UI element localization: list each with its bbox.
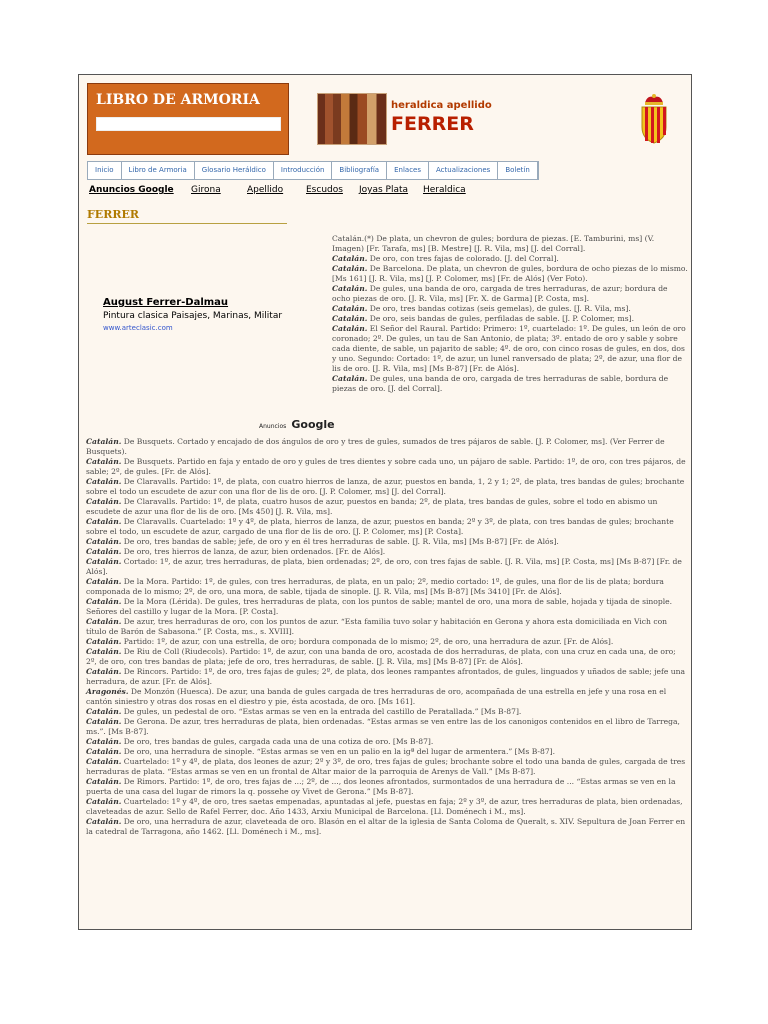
- blazon-entry: [332, 254, 688, 264]
- nav-boletin[interactable]: Boletín: [498, 162, 537, 179]
- logo-title: LIBRO DE ARMORIA: [96, 92, 260, 108]
- ad-link-escudos[interactable]: Escudos: [306, 185, 343, 195]
- entry-region: Catalán.: [86, 637, 122, 646]
- entry-region: Catalán.: [86, 737, 122, 746]
- entry-region: Catalán.: [86, 577, 122, 586]
- blazon-entry: [86, 537, 686, 547]
- entry-text: De la Mora. Partido: 1º, de gules, con tres herraduras, de plata, en un palo; 2º, medio cortado: 1º, de gules, una flor de lis de plata; bordura componada de lo mismo; 2º, de oro, una mora, de sable, tijada de sinople. [J. R. Vila, ms] [Ms B-87] [Ms 3410] [Fr. de Alós].: [86, 577, 664, 596]
- nav-bibliografia[interactable]: Bibliografía: [332, 162, 387, 179]
- ad-link-joyas-plata[interactable]: Joyas Plata: [359, 185, 409, 195]
- blazon-entry: [86, 737, 686, 747]
- coat-of-arms-icon: [639, 93, 669, 145]
- page-heading: FERRER: [87, 208, 287, 224]
- entry-region: Catalán.: [86, 437, 122, 446]
- ads-by-label: Anuncios: [259, 423, 287, 430]
- entry-text: Cortado: 1º, de azur, tres herraduras, de plata, bien ordenadas; 2º, de oro, con tres fajas de sable. [J. R. Vila, ms] [P. Costa, ms] [Ms B-87] [Fr. de Alós].: [86, 557, 682, 576]
- ads-google-label[interactable]: Anuncios Google: [89, 185, 174, 195]
- entry-text: De azur, tres herraduras de oro, con los puntos de azur. “Esta familia tuvo solar y habitación en Gerona y ahora esta domiciliada en Vich con título de Barón de Sabasona.” [P. Costa, ms., s. XVIII].: [86, 617, 668, 636]
- entry-region: Catalán.: [86, 747, 122, 756]
- entry-region: Catalán.: [86, 797, 122, 806]
- entry-region: Catalán.: [332, 304, 368, 313]
- entry-region: Catalán.: [86, 537, 122, 546]
- entry-text: De Claravalls. Partido: 1º, de plata, cuatro husos de azur, puestos en banda; 2º, de plata, tres bandas de gules, sobre el todo en abismo un escudete de azur una flor de lis de oro. [Ms 450] [J. R. Vila, ms].: [86, 497, 658, 516]
- sponsor-description: Pintura clasica Paisajes, Marinas, Militar: [103, 311, 283, 321]
- sponsor-url-link[interactable]: www.arteclasic.com: [103, 324, 173, 332]
- nav-inicio[interactable]: Inicio: [88, 162, 122, 179]
- nav-libro-de-armoria[interactable]: Libro de Armoria: [122, 162, 195, 179]
- ad-link-heraldica[interactable]: Heraldica: [423, 185, 466, 195]
- entry-text: De Rimors. Partido: 1º, de oro, tres fajas de ...; 2º, de ..., dos leones afrontados, surmontados de una herradura de ... “Estas armas se ven en la puerta de una casa del lugar de rimors la q. possehe oy Vivet de Gerona.” [Ms B-87].: [86, 777, 676, 796]
- entry-text: De Monzón (Huesca). De azur, una banda de gules cargada de tres herraduras de oro, acompañada de una estrella en jefe y una rosa en el cantón siniestro y otras dos rosas en el diestro y pie, ésta acostada, de oro. [Ms 161].: [86, 687, 667, 706]
- entry-text: De oro, con tres fajas de colorado. [J. del Corral].: [367, 254, 559, 263]
- entry-text: De Claravalls. Partido: 1º, de plata, con cuatro hierros de lanza, de azur, puestos en banda, 1, 2 y 1; 2º, de plata, tres bandas de gules; brochante sobre el todo un escudete de azur con una flor de lis de oro. [J. P. Colomer, ms] [J. del Corral].: [86, 477, 685, 496]
- entry-region: Catalán.: [86, 457, 122, 466]
- blazon-entry: [86, 517, 686, 537]
- sponsored-ad[interactable]: [103, 297, 303, 332]
- entries-full-column: [86, 437, 686, 837]
- entry-region: Catalán.: [332, 324, 368, 333]
- blazon-entry: [86, 457, 686, 477]
- entry-region: Catalán.: [86, 597, 122, 606]
- nav-enlaces[interactable]: Enlaces: [387, 162, 429, 179]
- entry-text: Cuartelado: 1º y 4º, de oro, tres saetas empenadas, apuntadas al jefe, puestas en faja; 2º y 3º, de azur, tres herraduras de plata, bien ordenadas, claveteadas de azur. Sello de Rafel Ferrer, doc. Año 1433, Arxiu Municipal de Barcelona. [Ll. Doménech i M., ms].: [86, 797, 683, 816]
- blazon-entry: [86, 597, 686, 617]
- blazon-entry: [86, 757, 686, 777]
- entry-region: Catalán.: [86, 707, 122, 716]
- entry-text: Catalán.(*) De plata, un chevron de gules; bordura de piezas. [E. Tamburini, ms] (V. Imagen) [Fr. Tarafa, ms] [B. Mestre] [J. R. Vila, ms] [J. del Corral].: [332, 234, 655, 253]
- site-subtitle: heraldica apellido: [391, 100, 492, 111]
- blazon-entry: [332, 324, 688, 374]
- blazon-entry: [86, 577, 686, 597]
- blazon-entry: [86, 547, 686, 557]
- entry-text: Partido: 1º, de azur, con una estrella, de oro; bordura componada de lo mismo; 2º, de oro, una herradura de azur. [Fr. de Alós].: [121, 637, 614, 646]
- blazon-entry: [332, 314, 688, 324]
- blazon-entry: [86, 707, 686, 717]
- site-logo[interactable]: [87, 83, 289, 155]
- entry-text: De Busquets. Partido en faja y entado de oro y gules de tres dientes y sobre cada uno, un pájaro de sable. Partido: 1º, de oro, con tres pájaros, de sable; 2º, de gules. [Fr. de Alós].: [86, 457, 686, 476]
- blazon-entry: [86, 557, 686, 577]
- entry-text: De gules, una banda de oro, cargada de tres herraduras de sable, bordura de piezas de oro. [J. del Corral].: [332, 374, 669, 393]
- blazon-entry: [332, 374, 688, 394]
- entry-region: Catalán.: [86, 557, 122, 566]
- entry-text: De Claravalls. Cuartelado: 1º y 4º, de plata, hierros de lanza, de azur, puestos en banda; 2º y 3º, de plata, con tres bandas de gules; brochante sobre el todo, un escudete de azur, cargado de una flor de lis de oro. [J. P. Colomer, ms] [P. Costa].: [86, 517, 674, 536]
- blazon-entry: [86, 687, 686, 707]
- logo-search-field[interactable]: [96, 117, 281, 131]
- blazon-entry: [332, 264, 688, 284]
- entry-text: De oro, seis bandas de gules, perfiladas de sable. [J. P. Colomer, ms].: [367, 314, 634, 323]
- blazon-entry: [86, 617, 686, 637]
- entry-text: De Busquets. Cortado y encajado de dos ángulos de oro y tres de gules, sumados de tres pájaros de sable. [J. P. Colomer, ms]. (Ver Ferrer de Busquets).: [86, 437, 665, 456]
- entry-text: De oro, tres bandas de sable; jefe, de oro y en él tres herraduras de sable. [J. R. Vila, ms] [Ms B-87] [Fr. de Alós].: [121, 537, 559, 546]
- ads-by-google-logo[interactable]: [259, 413, 335, 432]
- entry-region: Catalán.: [86, 667, 122, 676]
- nav-introduccion[interactable]: Introducción: [274, 162, 333, 179]
- entry-region: Catalán.: [332, 314, 368, 323]
- blazon-entry: [332, 284, 688, 304]
- blazon-entry: [86, 477, 686, 497]
- blazon-entry: [332, 234, 688, 254]
- entry-text: De oro, una herradura de sinople. “Estas armas se ven en un palio en la igª del lugar de armentera.” [Ms B-87].: [121, 747, 556, 756]
- entry-text: De oro, tres bandas cotizas (seis gemelas), de gules. [J. R. Vila, ms].: [367, 304, 631, 313]
- entry-text: Cuartelado: 1º y 4º, de plata, dos leones de azur; 2º y 3º, de oro, tres fajas de gules; brochante sobre el todo una banda de gules, cargada de tres herraduras de plata. “Estas armas se ven en un frontal de Altar maior de la parroquia de Arenys de Vall.” [Ms B-87].: [86, 757, 686, 776]
- entry-text: De oro, tres hierros de lanza, de azur, bien ordenados. [Fr. de Alós].: [121, 547, 386, 556]
- entry-text: De gules, una banda de oro, cargada de tres herraduras, de azur; bordura de ocho piezas de oro. [J. R. Vila, ms] [Fr. X. de Garma] [P. Costa, ms].: [332, 284, 668, 303]
- blazon-entry: [86, 717, 686, 737]
- blazon-entry: [86, 747, 686, 757]
- entry-text: De Gerona. De azur, tres herraduras de plata, bien ordenadas. “Estas armas se ven entre las de los canonigos contenidos en el libro de Tarrega, ms.”. [Ms B-87].: [86, 717, 680, 736]
- ad-link-girona[interactable]: Girona: [191, 185, 221, 195]
- entry-text: De gules, un pedestal de oro. “Estas armas se ven en la entrada del castillo de Peratallada.” [Ms B-87].: [121, 707, 522, 716]
- entry-region: Catalán.: [86, 757, 122, 766]
- entry-region: Catalán.: [86, 647, 122, 656]
- ad-link-apellido[interactable]: Apellido: [247, 185, 284, 195]
- entries-right-column: [332, 234, 688, 394]
- entry-region: Catalán.: [86, 477, 122, 486]
- blazon-entry: [86, 437, 686, 457]
- blazon-entry: [86, 817, 686, 837]
- main-navigation: [87, 161, 539, 180]
- blazon-entry: [86, 497, 686, 517]
- entry-region: Catalán.: [332, 264, 368, 273]
- nav-glosario[interactable]: Glosario Heráldico: [195, 162, 274, 179]
- entry-region: Catalán.: [86, 777, 122, 786]
- entry-region: Catalán.: [86, 517, 122, 526]
- blazon-entry: [86, 777, 686, 797]
- entry-text: De oro, tres bandas de gules, cargada cada una de una cotiza de oro. [Ms B-87].: [121, 737, 434, 746]
- entry-region: Catalán.: [86, 717, 122, 726]
- page-frame: [78, 74, 692, 930]
- blazon-entry: [332, 304, 688, 314]
- ads-bar: [89, 185, 489, 199]
- blazon-entry: [86, 797, 686, 817]
- entry-text: De Barcelona. De plata, un chevron de gules, bordura de ocho piezas de lo mismo. [Ms 161] [J. R. Vila, ms] [J. P. Colomer, ms] [Fr. de Alós] (Ver Foto).: [332, 264, 688, 283]
- entry-region: Catalán.: [86, 547, 122, 556]
- blazon-entry: [86, 637, 686, 647]
- site-title: FERRER: [391, 113, 474, 135]
- entry-text: De Rincors. Partido: 1º, de oro, tres fajas de gules; 2º, de plata, dos leones rampantes afrontados, de gules, linguados y uñados de sable; jefe una herradura, de azur. [Fr. de Alós].: [86, 667, 686, 686]
- entry-region: Catalán.: [332, 374, 368, 383]
- blazon-entry: [86, 667, 686, 687]
- entry-region: Catalán.: [86, 617, 122, 626]
- entry-region: Aragonés.: [86, 687, 129, 696]
- entry-region: Catalán.: [332, 254, 368, 263]
- entry-text: De la Mora (Lérida). De gules, tres herraduras de plata, con los puntos de sable; mantel de oro, una mora de sable, hojada y tijada de sinople. Señores del castillo y lugar de la Mora. [P. Costa].: [86, 597, 673, 616]
- books-image: [317, 93, 387, 145]
- google-label: Google: [291, 418, 335, 431]
- entry-region: Catalán.: [86, 497, 122, 506]
- entry-text: De Riu de Coll (Riudecols). Partido: 1º, de azur, con una banda de oro, acostada de dos herraduras, de plata, con una cruz en cada una, de oro; 2º, de oro, con tres bandas de plata; jefe de oro, tres herraduras, de sable. [J. R. Vila, ms] [Ms B-87] [Fr. de Alós].: [86, 647, 676, 666]
- blazon-entry: [86, 647, 686, 667]
- entry-text: El Señor del Raural. Partido: Primero: 1º, cuartelado: 1º. De gules, un león de oro coronado; 2º. De gules, un tau de San Antonio, de plata; 3º. entado de oro y sable y sobre cada diente, de sable, un pajarito de sable; 4º. de oro, con cinco rosas de gules, en dos, dos y uno. Segundo: Cortado: 1º, de azur, un lunel ranversado de plata; 2º, de azur, una flor de lis de oro. [J. R. Vila, ms] [Ms B-87] [Fr. de Alós].: [332, 324, 686, 373]
- entry-region: Catalán.: [332, 284, 368, 293]
- entry-region: Catalán.: [86, 817, 122, 826]
- nav-actualizaciones[interactable]: Actualizaciones: [429, 162, 498, 179]
- entry-text: De oro, una herradura de azur, claveteada de oro. Blasón en el altar de la iglesia de Santa Coloma de Queralt, s. XIV. Sepultura de Joan Ferrer en la catedral de Tarragona, año 1462. [Ll. Doménech i M., ms].: [86, 817, 686, 836]
- sponsor-name-link[interactable]: August Ferrer-Dalmau: [103, 297, 229, 308]
